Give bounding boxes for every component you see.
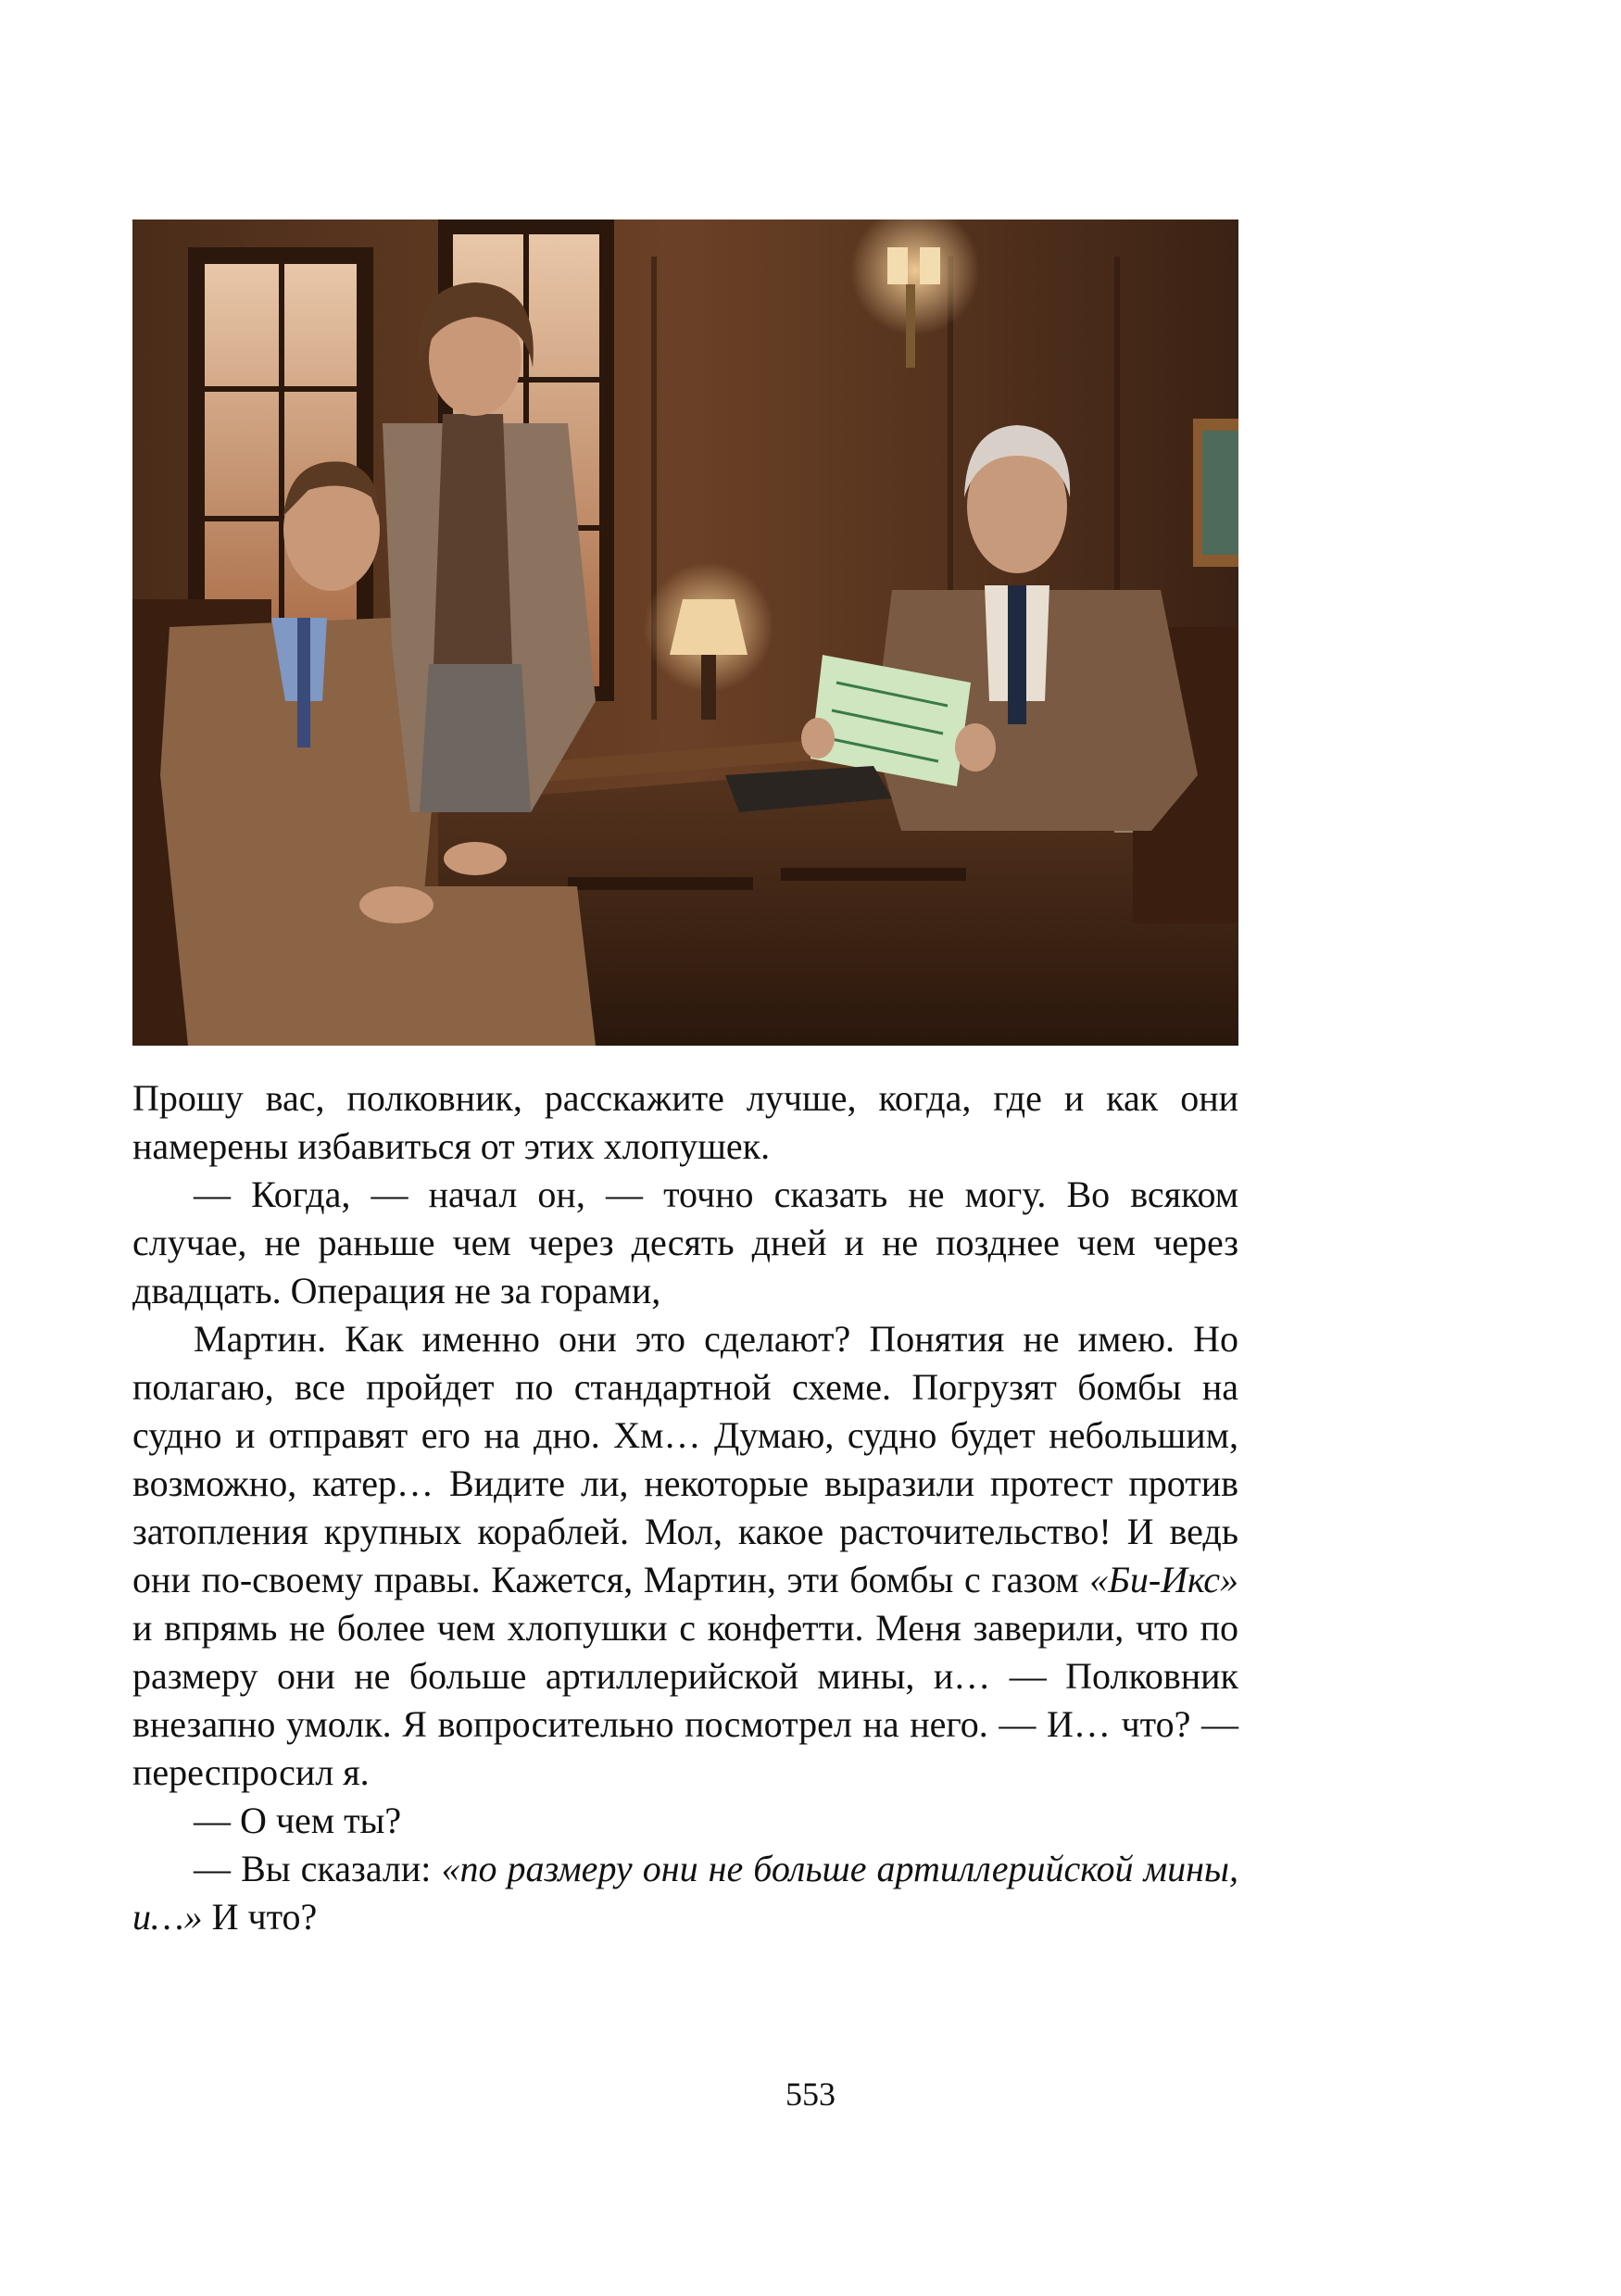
body-text — [132, 1074, 1238, 1941]
text-run: И что? — [202, 1896, 318, 1938]
text-run: Прошу вас, полковник, расскажите лучше, когда, где и как они намерены избавиться от этих хлопушек. — [132, 1077, 1238, 1167]
paragraph — [132, 1074, 1238, 1171]
paragraph — [132, 1845, 1238, 1941]
italic-text: «Би-Икс» — [1089, 1559, 1238, 1600]
text-run: Мартин. Как именно они это сделают? Понятия не имею. Но полагаю, все пройдет по стандартной схеме. Погрузят бомбы на судно и отправят его на дно. Хм… Думаю, судно будет небольшим, возможно, катер… Видите ли, некоторые выразили протест против затопления крупных кораблей. Мол, какое расточительство! И ведь они по-своему правы. Кажется, Мартин, эти бомбы с газом — [132, 1318, 1238, 1600]
paragraph — [132, 1171, 1238, 1315]
text-run: и впрямь не более чем хлопушки с конфетти. Меня заверили, что по размеру они не больше артиллерийской мины, и… — Полковник внезапно умолк. Я вопросительно посмотрел на него. — И… что? — переспросил я. — [132, 1607, 1238, 1793]
paragraph — [132, 1315, 1238, 1797]
text-run: — Когда, — начал он, — точно сказать не могу. Во всяком случае, не раньше чем через десять дней и не позднее чем через двадцать. Операция не за горами, — [132, 1173, 1238, 1311]
text-run: — О чем ты? — [194, 1800, 402, 1841]
italic-text: «по размеру они не больше артиллерийской мины, и…» — [132, 1848, 1239, 1938]
illustration — [132, 220, 1238, 1046]
paragraph — [132, 1797, 1238, 1845]
page-number: 553 — [785, 2076, 836, 2113]
office-meeting-illustration-icon — [132, 220, 1238, 1046]
text-run: — Вы сказали: — [194, 1848, 442, 1889]
